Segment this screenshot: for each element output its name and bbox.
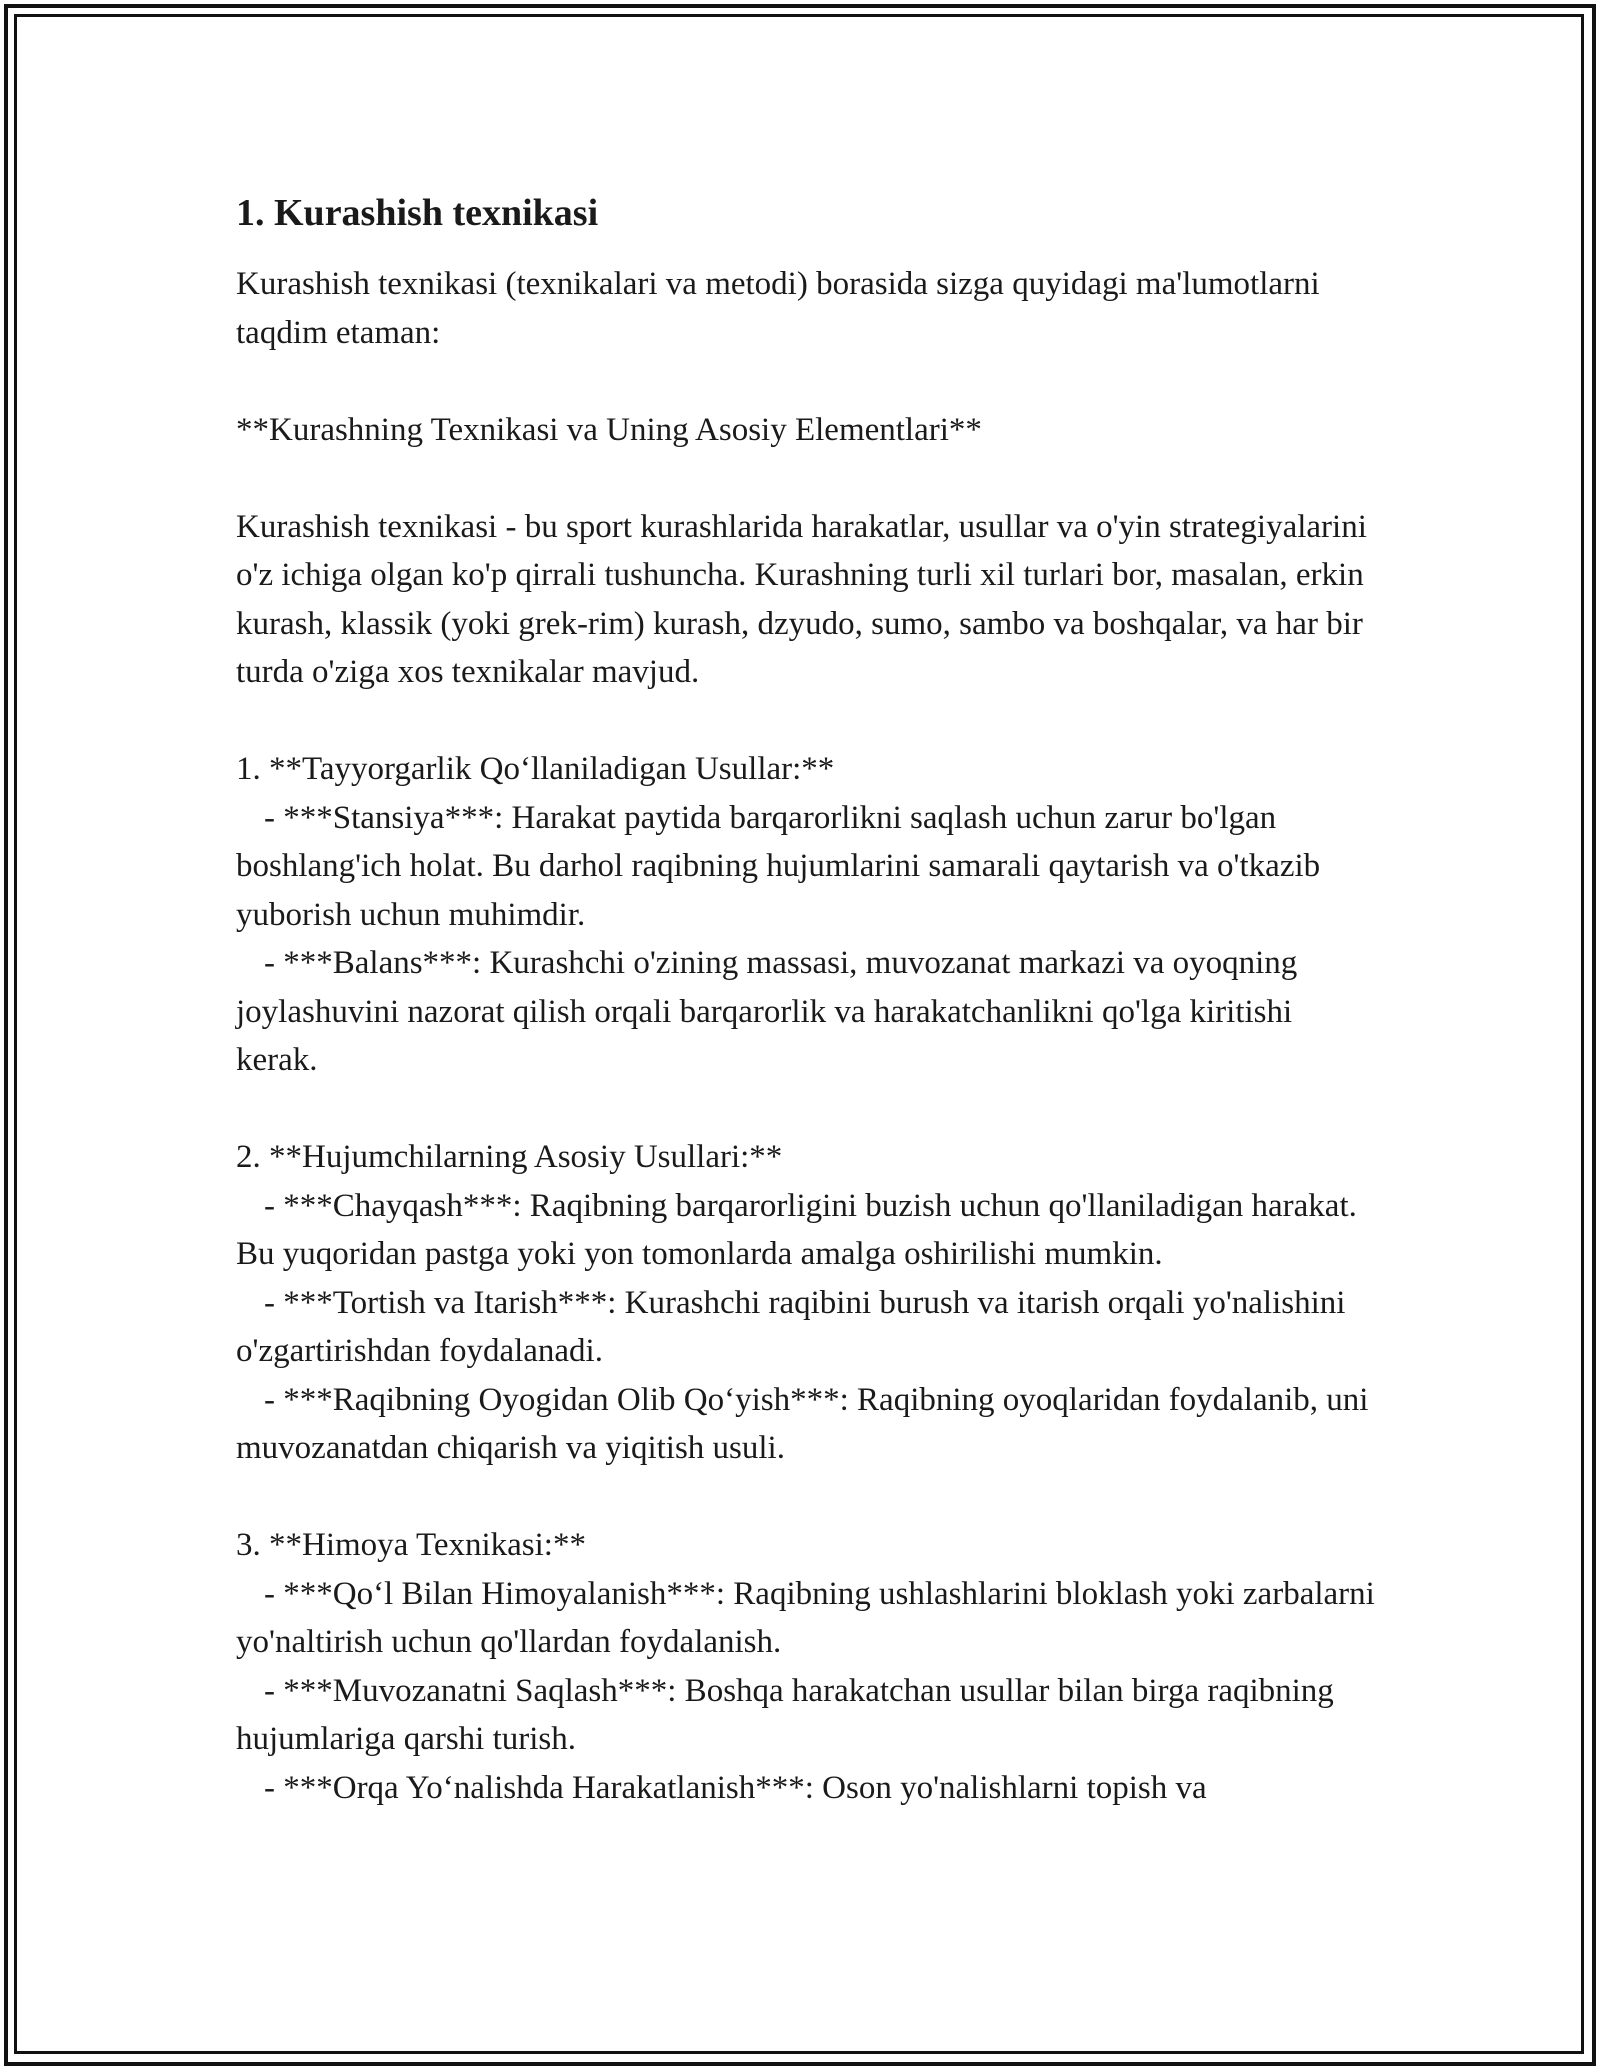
document-body [236,188,1384,1812]
list-item-text: - ***Qo‘l Bilan Himoyalanish***: Raqibning ushlashlarini bloklash yoki zarbalarni yo'naltirish uchun qo'llardan foydalanish. [236,1575,1384,1660]
list-item-text: - ***Stansiya***: Harakat paytida barqarorlikni saqlash uchun zarur bo'lgan boshlang'ich holat. Bu darhol raqibning hujumlarini samarali qaytarish va o'tkazib yuborish uchun muhimdir. [236,799,1329,933]
list-item-text: - ***Tortish va Itarish***: Kurashchi raqibini burush va itarish orqali yo'nalishini o'zgartirishdan foydalanadi. [236,1284,1354,1369]
spacer [236,697,1376,746]
section-heading: 3. **Himoya Texnikasi:** [236,1527,586,1563]
spacer [236,454,1376,503]
spacer [236,357,1376,406]
list-item [236,1570,1384,1667]
document-title: 1. Kurashish texnikasi [236,192,599,234]
list-item-text: - ***Orqa Yo‘nalishda Harakatlanish***: Oson yo'nalishlarni topish va [264,1769,1207,1806]
list-item [236,794,1376,940]
overview-paragraph: Kurashish texnikasi - bu sport kurashlarida harakatlar, usullar va o'yin strategiyalarini o'z ichiga olgan ko'p qirrali tushuncha. Kurashning turli xil turlari bor, masalan, erkin kurash, klassik (yoki grek-rim) kurash, dzyudo, sumo, sambo va boshqalar, va har bir turda o'ziga xos texnikalar mavjud. [236,508,1376,690]
list-item [236,1279,1376,1376]
list-item-text: - ***Balans***: Kurashchi o'zining massasi, muvozanat markazi va oyoqning joylashuvini nazorat qilish orqali barqarorlik va harakatchanlikni qo'lga kiritishi kerak. [236,945,1306,1078]
section-heading: 2. **Hujumchilarning Asosiy Usullari:** [236,1139,783,1175]
list-item [236,1182,1376,1279]
intro-paragraph: Kurashish texnikasi (texnikalari va metodi) borasida sizga quyidagi ma'lumotlarni taqdim etaman: [236,266,1328,351]
list-item-text: - ***Raqibning Oyogidan Olib Qo‘yish***: Raqibning oyoqlaridan foydalanib, uni muvozanatdan chiqarish va yiqitish usuli. [236,1381,1377,1466]
list-item [236,1667,1376,1764]
spacer [236,1473,1376,1522]
list-item-text: - ***Muvozanatni Saqlash***: Boshqa harakatchan usullar bilan birga raqibning hujumlariga qarshi turish. [236,1672,1343,1757]
subheading: **Kurashning Texnikasi va Uning Asosiy Elementlari** [236,411,982,448]
list-item-text: - ***Chayqash***: Raqibning barqarorligini buzish uchun qo'llaniladigan harakat. Bu yuqoridan pastga yoki yon tomonlarda amalga oshirilishi mumkin. [236,1187,1366,1272]
list-item [236,939,1376,1085]
list-item [236,1376,1376,1473]
spacer [236,1085,1376,1134]
section-heading: 1. **Tayyorgarlik Qo‘llaniladigan Usullar:** [236,751,835,787]
list-item [236,1764,1376,1813]
